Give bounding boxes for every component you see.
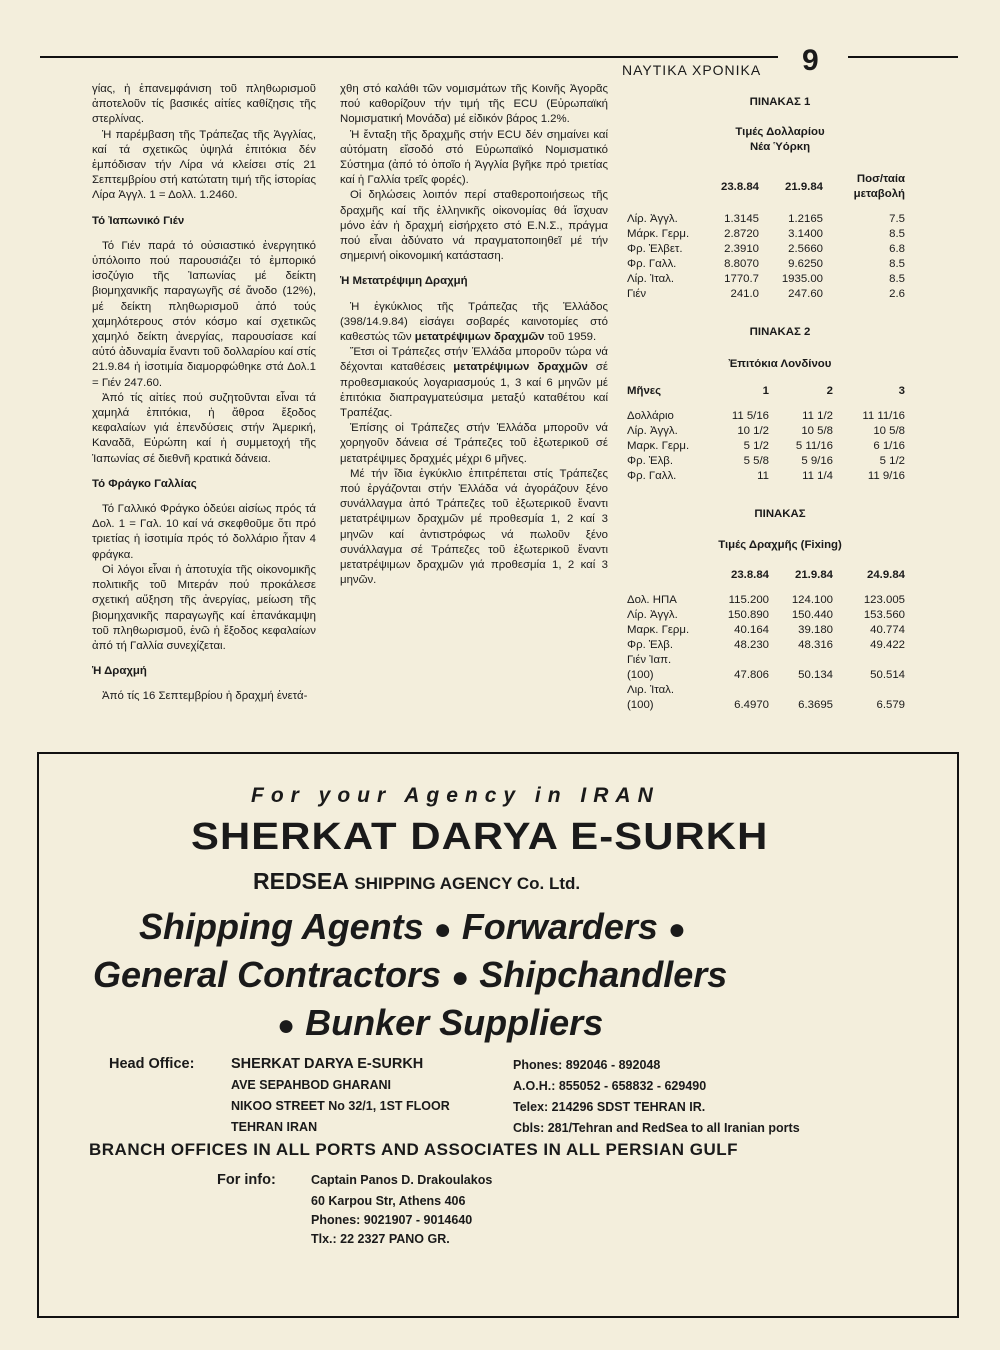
ad-contact-line: Cbls: 281/Tehran and RedSea to all Iranian ports [513,1121,800,1135]
table-header-row [627,172,905,212]
table-row: Δολλάριο 11 5/16 11 1/2 11 11/16 [627,410,905,422]
ad-company-subtitle: REDSEA SHIPPING AGENCY Co. Ltd. [253,868,581,894]
ad-contact-line: Phones: 892046 - 892048 [513,1058,661,1072]
paragraph: γίας, ἡ ἐπανεμφάνιση τοῦ πληθωρισμοῦ ἀποτελοῦν τίς βασικές αἰτίες καθίζησις τῆς στερλίνας. [92,83,316,126]
table-row: Φρ. Ἑλβ. 48.230 48.316 49.422 [627,639,905,651]
bullet-icon: ● [451,961,470,994]
table-row: (100) 47.806 50.134 50.514 [627,669,905,681]
table3-title: ΠΙΝΑΚΑΣ [754,508,806,520]
table-row: Φρ. Γαλλ. 8.8070 9.6250 8.5 [627,258,905,270]
ad-tagline: For your Agency in IRAN [251,784,660,807]
table1-subtitle: Τιμές Δολλαρίου [735,126,825,138]
ad-info-label: For info: [217,1172,276,1188]
table1-dollar-prices [627,172,905,302]
paragraph: χθη στό καλάθι τῶν νομισμάτων τῆς Κοινῆς Ἀγορᾶς πού καθορίζουν τήν τιμή τῆς ECU (Εὐρωπαϊκή Νομισματική Μονάδα) μέ εἰδικόν βάρος 1.2%. [340,83,608,126]
col-header: Ποσ/ταία μεταβολή [853,173,905,200]
col-header: 21.9.84 [784,180,823,193]
table-row: Μαρκ. Γερμ. 40.164 39.180 40.774 [627,624,905,636]
ad-services-line-1: Shipping Agents ● Forwarders ● [139,906,687,947]
table-header-row: Μῆνες 1 2 3 [627,385,905,397]
table-row: Γιέν Ἰαπ. [627,654,672,666]
paragraph: Ἡ παρέμβαση τῆς Τράπεζας τῆς Ἀγγλίας, καί τά σχετικῶς ὑψηλά ἐπιτόκια δέν ἐμπόδισαν τήν Λίρα νά κλείσει στίς 21 Σεπτεμβρίου στή κατώτατη τιμή τῆς ἱστορίας Λίρα Ἀγγλ. 1 = Δολλ. 1.2460. [92,128,316,202]
ad-contact-line: A.O.H.: 855052 - 658832 - 629490 [513,1079,707,1093]
ad-address-line: TEHRAN IRAN [231,1120,318,1134]
ad-company-name: SHERKAT DARYA E-SURKH [191,816,769,858]
paragraph: Ἡ ἐγκύκλιος τῆς Τράπεζας τῆς Ἑλλάδος (398/14.9.84) εἰσάγει σοβαρές καινοτομίες στό καθεστώς τῶν μετατρέψιμων δραχμῶν τοῦ 1959. [340,300,608,344]
ad-head-office-label: Head Office: [109,1056,195,1072]
section-heading-yen: Τό Ἰαπωνικό Γιέν [92,214,185,227]
section-heading-franc: Τό Φράγκο Γαλλίας [92,477,197,490]
ad-info-line: Tlx.: 22 2327 PANO GR. [311,1232,450,1246]
table3-subtitle: Τιμές Δραχμῆς (Fixing) [718,539,842,551]
table-row: Μαρκ. Γερμ. 5 1/2 5 11/16 6 1/16 [627,440,905,452]
paragraph: Ἐπίσης οἱ Τράπεζες στήν Ἑλλάδα μποροῦν νά χορηγοῦν δάνεια σέ Τράπεζες τοῦ ἐξωτερικοῦ σέ μετατρέψιμες δραχμές μέχρι 6 μῆνες. [340,422,608,465]
emphasis: μετατρέψιμων δραχμῶν [453,361,588,374]
publication-title: ΝΑΥΤΙΚΑ ΧΡΟΝΙΚΑ [622,62,762,78]
section-heading-drachma: Ἡ Δραχμή [92,665,147,678]
paragraph: Τό Γιέν παρά τό οὐσιαστικό ἐνεργητικό ὑπόλοιπο πού παρουσιάζει τό ἐμπορικό ἰσοζύγιο τῆς Ἰαπωνίας μέ δείκτη βιομηχανικῆς παραγωγῆς σέ ἄνοδο (12%), μέ δείκτη πληθωρισμοῦ ἀπό τούς χαμηλότερους στόν κόσμο καί σχετικῶς χαμηλό δείκτη ἀνεργίας, παρουσίασε καί αὐτό ἀδυναμία ἔναντι τοῦ δολλαρίου καί στίς 21.9.84 ἡ ἰσοτιμία διαμορφώθηκε στά Δολ.1 = Γιέν 247.60. [92,239,316,389]
ad-info-line: 60 Karpou Str, Athens 406 [311,1194,466,1208]
paragraph: Ἀπό τίς 16 Σεπτεμβρίου ἡ δραχμή ἐνετά- [102,690,308,703]
article-column-1 [92,82,316,705]
table-row: Δολ. ΗΠΑ 115.200 124.100 123.005 [627,594,905,606]
table3-drachma-fixing [627,568,905,713]
ad-services-line-3: ● Bunker Suppliers [277,1002,604,1043]
ad-address-line: NIKOO STREET No 32/1, 1ST FLOOR [231,1099,450,1113]
bullet-icon: ● [433,913,452,946]
table-header-row: 23.8.84 21.9.84 24.9.84 [730,569,905,581]
paragraph: Οἱ λόγοι εἶναι ἡ ἀποτυχία τῆς οἰκονομικῆς πολιτικῆς τοῦ Μιτεράν πού προκάλεσε σχετική αὔξηση τῆς ἀνεργίας, μείωση τῆς βιομηχανικῆς παραγωγῆς καί ἐπανάκαμψη τοῦ πληθωρισμοῦ, ἐνῶ ἡ ἔξοδος κεφαλαίων ἀπό τή Γαλλία συνεχίζεται. [92,563,316,652]
table-row: Λίρ. Ἀγγλ. 1.3145 1.2165 7.5 [627,213,905,225]
article-column-2 [340,82,608,589]
ad-services-line-2: General Contractors ● Shipchandlers [93,954,728,995]
paragraph: Οἱ δηλώσεις λοιπόν περί σταθεροποιήσεως τῆς δραχμῆς καί τῆς ἑλληνικῆς οἰκονομίας θά ἴσχυαν μόνο ἐάν ἡ δραχμή εἰσήρχετο στό Ε.Ν.Σ., πράγμα πού εἶναι ἀδύνατο νά πραγματοποιηθεῖ μέ τήν σημερινή οἰκονομική κατάσταση. [340,189,608,263]
paragraph: Ἀπό τίς αἰτίες πού συζητοῦνται εἶναι τά χαμηλά ἐπιτόκια, ἡ ἄθροα ἔξοδος κεφαλαίων γιά ἐπενδύσεις στήν Ἀμερική, Καναδᾶ, Εὐρώπη καί ἡ συμμετοχή τῆς Ἰαπωνίας σέ διεθνῆ κρατικά δάνεια. [92,391,316,465]
col-header: 23.8.84 [720,180,759,193]
paragraph: Μέ τήν ἴδια ἐγκύκλιο ἐπιτρέπεται στίς Τράπεζες πού ἐργάζονται στήν Ἑλλάδα νά ἀγοράζουν ξένο συνάλλαγμα ἀπό Τράπεζες τοῦ ἐξωτερικοῦ ἔναντι μετατρέψιμων δραχμῶν μέ προθεσμία 1, 2 καί 3 μηνῶν καί ἀντιστρόφως νά πωλοῦν ξένο συνάλλαγμα σέ Τράπεζες τοῦ ἐξωτερικοῦ ἔναντι μετατρέψιμων δραχμῶν γιά προθεσμία 1, 2 καί 3 μηνῶν. [340,467,608,587]
ad-address-line: SHERKAT DARYA E-SURKH [231,1056,424,1072]
table-row: Γιέν 241.0 247.60 2.6 [627,288,905,300]
table1-subtitle-city: Νέα Ὑόρκη [749,141,811,153]
page-number: 9 [802,44,819,77]
header-rule-left [40,56,778,58]
table2-subtitle: Ἐπιτόκια Λονδίνου [728,358,832,370]
table2-london-rates [627,384,905,484]
ad-branch-offices: BRANCH OFFICES IN ALL PORTS AND ASSOCIATES IN ALL PERSIAN GULF [89,1140,739,1159]
table-row: Λίρ. Ἰταλ. 1770.7 1935.00 8.5 [627,273,905,285]
bullet-icon: ● [667,913,687,946]
ad-contact-line: Telex: 214296 SDST TEHRAN IR. [513,1100,706,1114]
paragraph: Τό Γαλλικό Φράγκο ὀδεύει αἰσίως πρός τά Δολ. 1 = Γαλ. 10 καί νά σκεφθοῦμε ὅτι πρό τριετίας ἡ ἰσοτιμία πρός τό δολλάριο ἦταν 4 φράγκα. [92,503,316,561]
paragraph: Ἔτσι οἱ Τράπεζες στήν Ἑλλάδα μποροῦν τώρα νά δέχονται καταθέσεις μετατρέψιμων δραχμῶν σέ προθεσμιακούς λογαριασμούς 1, 3 καί 6 μηνῶν μέ ἐπιτόκια διαπραγματεύσιμα μεταξύ καταθέτου καί Τραπέζας. [340,346,608,420]
advertisement-box [37,752,959,1318]
table-row: Φρ. Γαλλ. 11 11 1/4 11 9/16 [627,470,905,482]
table-row: Λίρ. Ἀγγλ. 10 1/2 10 5/8 10 5/8 [627,425,905,437]
paragraph: Ἡ ἔνταξη τῆς δραχμῆς στήν ECU δέν σημαίνει καί αὐτόματη εἴσοδό στό Εὐρωπαϊκό Νομισματικό Σύστημα (ἀπό τό ὁποῖο ἡ Ἀγγλία βγῆκε πρό τριετίας καί ἡ Γαλλία τρεῖς φορές). [340,128,608,187]
ad-info-line: Phones: 9021907 - 9014640 [311,1213,473,1227]
section-heading-convertible: Ἡ Μετατρέψιμη Δραχμή [340,275,468,288]
table-row: (100) 6.4970 6.3695 6.579 [627,699,905,711]
ad-info-line: Captain Panos D. Drakoulakos [311,1173,493,1187]
bullet-icon: ● [277,1009,296,1042]
header-rule-right [848,56,958,58]
table-row: Φρ. Ἑλβετ. 2.3910 2.5660 6.8 [627,243,905,255]
table-row: Φρ. Ἑλβ. 5 5/8 5 9/16 5 1/2 [627,455,905,467]
table-row: Λίρ. Ἀγγλ. 150.890 150.440 153.560 [627,609,905,621]
table-row: Μάρκ. Γερμ. 2.8720 3.1400 8.5 [627,228,905,240]
table-row: Λιρ. Ἰταλ. [627,684,675,696]
table1-title: ΠΙΝΑΚΑΣ 1 [749,96,811,108]
ad-address-line: AVE SEPAHBOD GHARANI [231,1078,391,1092]
emphasis: μετατρέψιμων δραχμῶν [414,331,545,344]
table2-title: ΠΙΝΑΚΑΣ 2 [749,326,811,338]
